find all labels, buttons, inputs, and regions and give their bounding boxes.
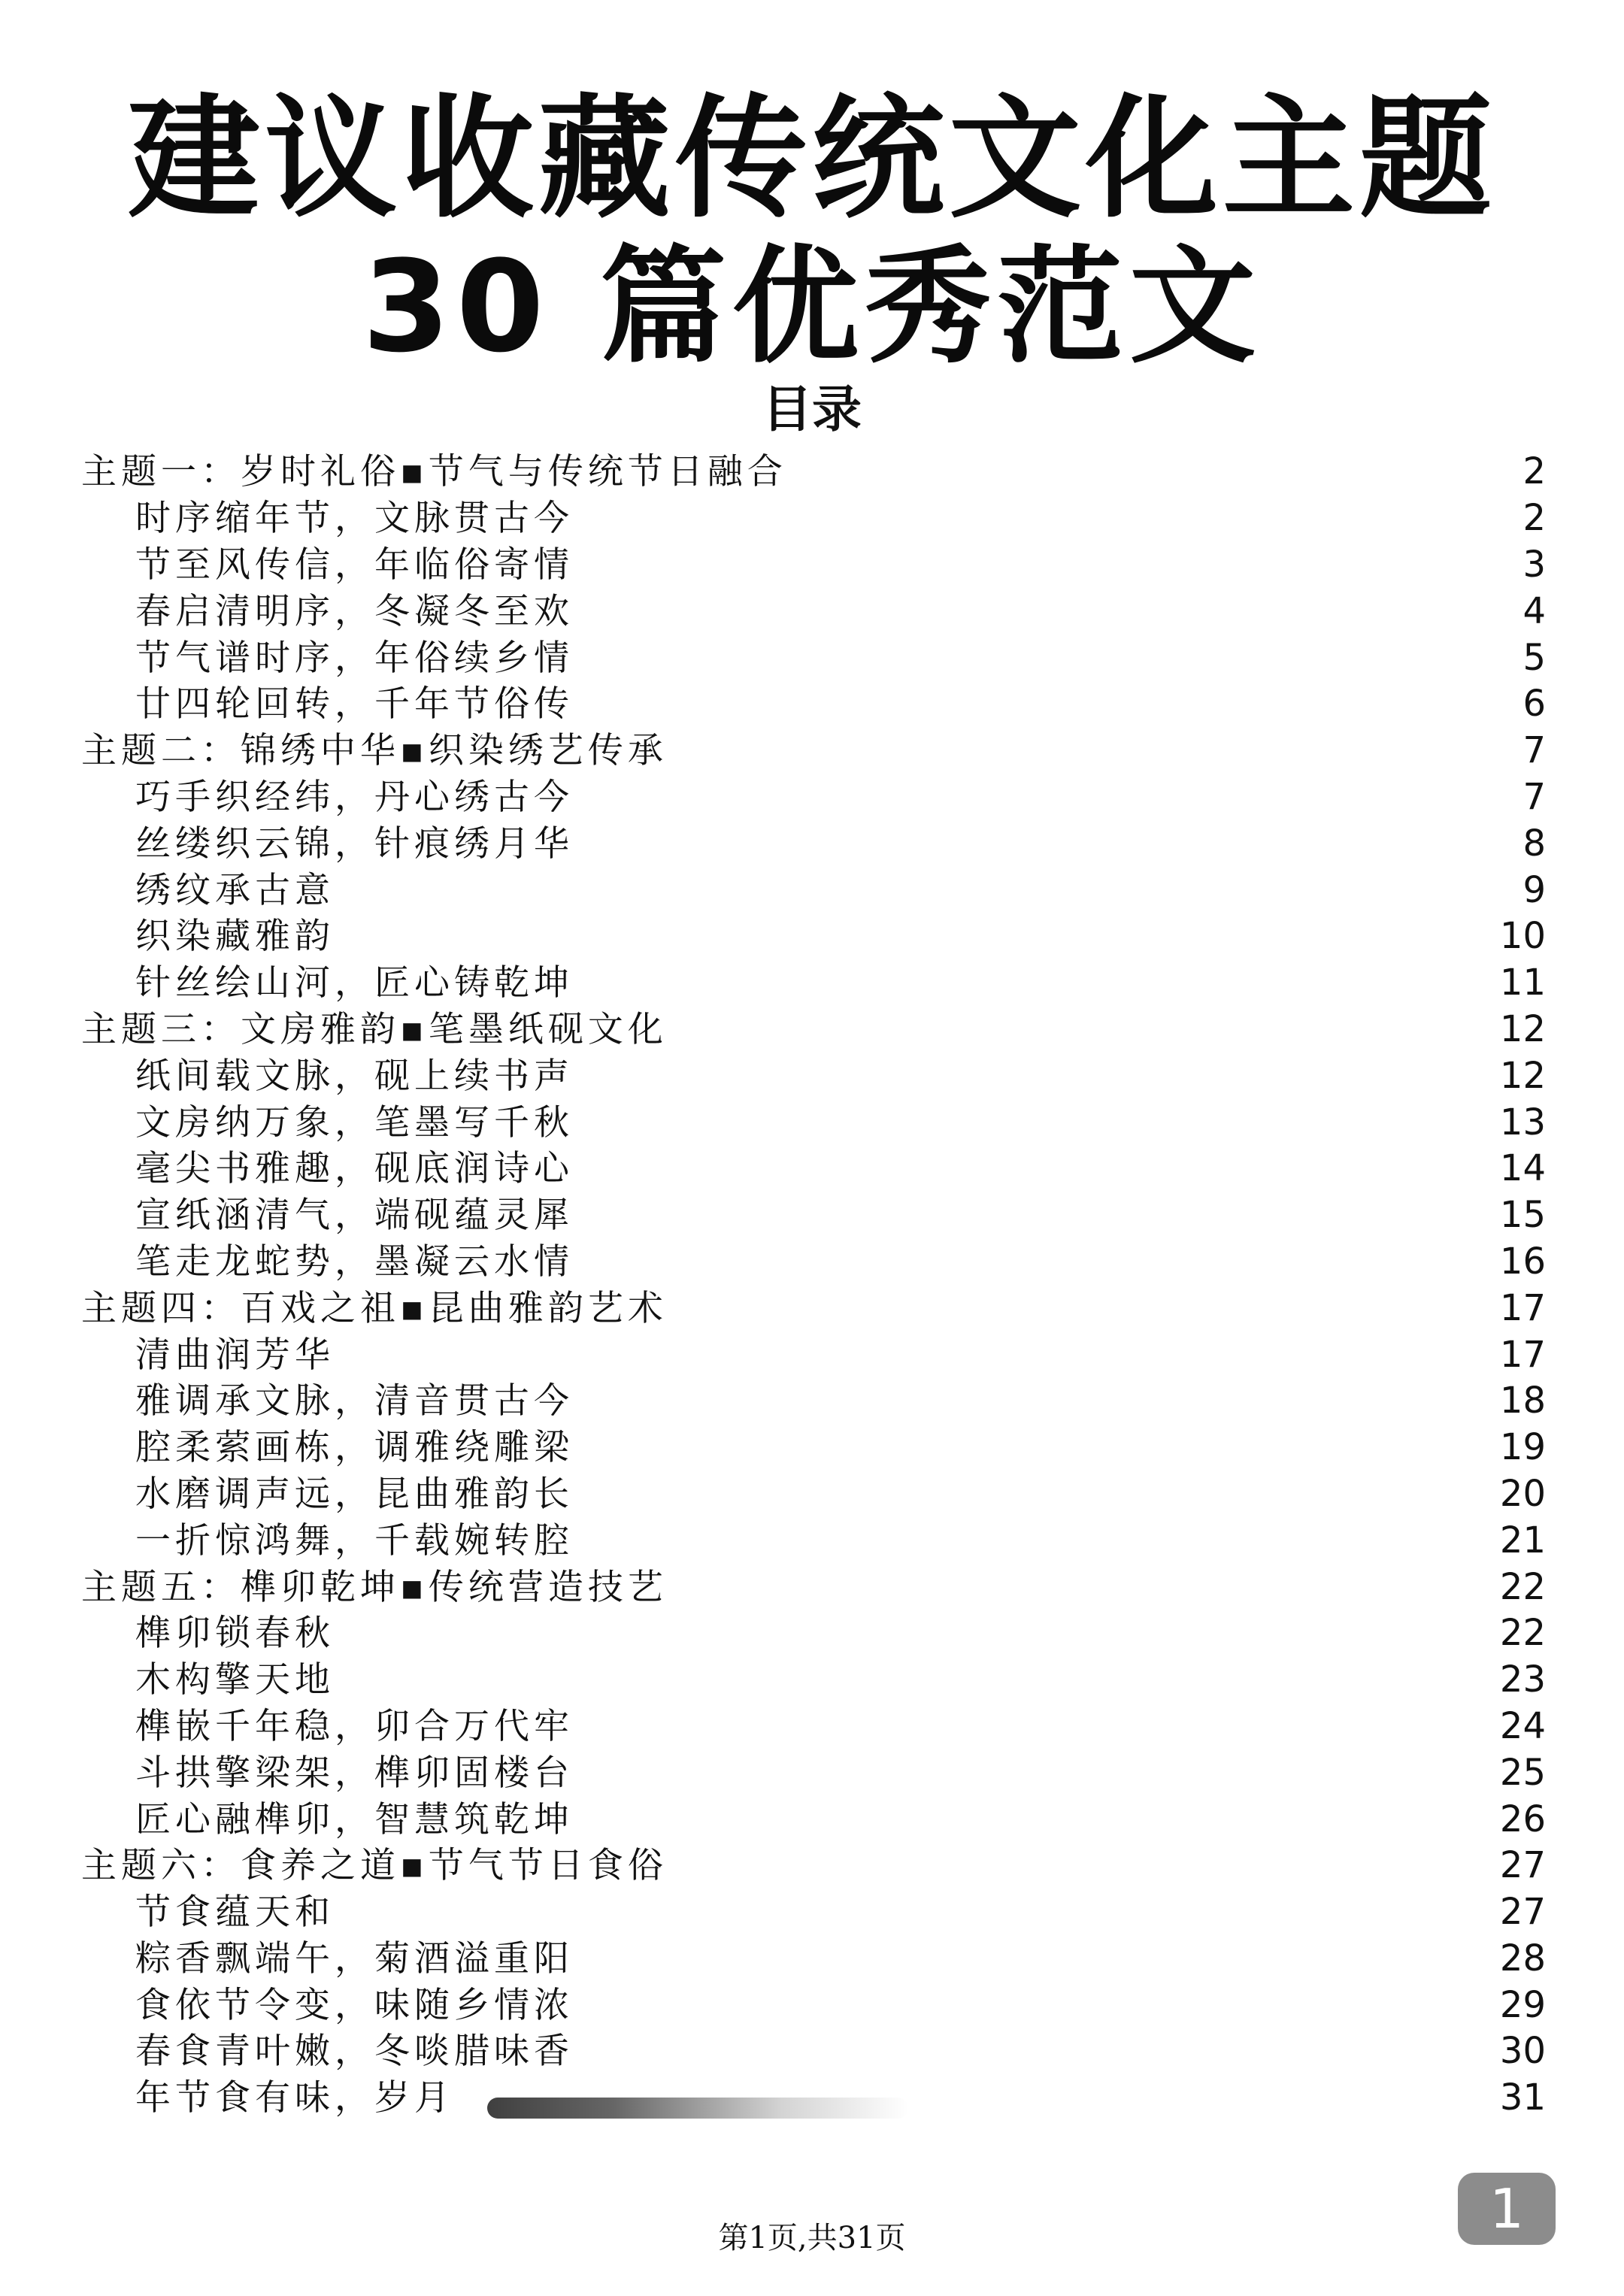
dot-leader [584,1471,1483,1518]
toc-entry[interactable] [81,867,1546,913]
dot-leader [584,1425,1483,1471]
toc-entry-title: 水磨调声远，昆曲雅韵长 [135,1473,574,1515]
dot-leader [584,1982,1483,2028]
toc-entry-page-number: 20 [1499,1472,1546,1515]
dot-leader [678,1564,1483,1610]
table-of-contents [81,449,1546,2122]
toc-entry[interactable] [81,1099,1546,1146]
dot-leader [584,542,1483,589]
toc-entry-page-number: 31 [1499,2076,1546,2119]
toc-entry-title: 廿四轮回转，千年节俗传 [135,683,574,725]
toc-entry-title: 雅调承文脉，清音贯古今 [135,1380,574,1422]
toc-entry-title: 纸间载文脉，砚上续书声 [135,1055,574,1097]
toc-entry-page-number: 15 [1499,1194,1546,1237]
toc-entry-title: 主题四：百戏之祖▪昆曲雅韵艺术 [81,1287,668,1329]
dot-leader [345,1889,1483,1936]
dot-leader [345,1657,1483,1704]
toc-entry-page-number: 27 [1499,1891,1546,1934]
toc-entry-page-number: 14 [1499,1147,1546,1190]
dot-leader [584,1704,1483,1750]
toc-entry-title: 文房纳万象，笔墨写千秋 [135,1101,574,1143]
document-title-line-2: 30 篇优秀范文 [362,233,1262,380]
toc-entry-page-number: 7 [1522,775,1546,818]
toc-entry[interactable] [81,1471,1546,1518]
dot-leader [798,449,1483,495]
toc-entry[interactable] [81,820,1546,867]
toc-entry-title: 主题二：锦绣中华▪织染绣艺传承 [81,730,668,772]
dot-leader [345,1610,1483,1657]
dot-leader [678,728,1483,774]
toc-entry[interactable] [81,1378,1546,1425]
toc-entry-page-number: 8 [1522,822,1546,865]
toc-entry-page-number: 11 [1499,962,1546,1004]
toc-entry-title: 一折惊鸿舞，千载婉转腔 [135,1519,574,1561]
dot-leader [584,820,1483,867]
dot-leader [584,2028,1483,2075]
toc-entry-title: 斗拱擎梁架，榫卯固楼台 [135,1752,574,1794]
toc-entry[interactable] [81,1982,1546,2028]
toc-entry-page-number: 9 [1522,868,1546,911]
toc-entry[interactable] [81,542,1546,589]
toc-section-entry[interactable] [81,1007,1546,1053]
dot-leader [345,913,1483,960]
toc-entry[interactable] [81,1239,1546,1286]
toc-entry-page-number: 6 [1522,683,1546,725]
dot-leader [584,1749,1483,1796]
redaction-smear [487,2098,908,2119]
toc-entry-title: 丝缕织云锦，针痕绣月华 [135,822,574,865]
toc-entry-title: 春食青叶嫩，冬啖腊味香 [135,2031,574,2073]
toc-entry[interactable] [81,2028,1546,2075]
toc-entry-page-number: 12 [1499,1007,1546,1050]
toc-heading: 目录 [762,380,862,438]
toc-entry-title: 节食蕴天和 [135,1892,335,1934]
toc-entry-page-number: 2 [1522,450,1546,493]
dot-leader [584,681,1483,728]
dot-leader [345,867,1483,913]
toc-entry[interactable] [81,960,1546,1007]
toc-entry-page-number: 26 [1499,1798,1546,1840]
toc-entry[interactable] [81,1936,1546,1982]
dot-leader [584,1517,1483,1564]
toc-entry[interactable] [81,913,1546,960]
toc-entry-page-number: 17 [1499,1333,1546,1376]
toc-entry-title: 腔柔萦画栋，调雅绕雕梁 [135,1427,574,1469]
toc-entry-title: 主题六：食养之道▪节气节日食俗 [81,1845,668,1887]
toc-entry-title: 春启清明序，冬凝冬至欢 [135,590,574,632]
toc-section-entry[interactable] [81,1285,1546,1331]
dot-leader [678,1007,1483,1053]
dot-leader [584,1053,1483,1099]
toc-entry[interactable] [81,1053,1546,1099]
toc-entry[interactable] [81,1889,1546,1936]
dot-leader [584,495,1483,542]
toc-entry[interactable] [81,1517,1546,1564]
toc-entry[interactable] [81,588,1546,635]
toc-entry[interactable] [81,1425,1546,1471]
toc-entry[interactable] [81,495,1546,542]
toc-entry-page-number: 23 [1499,1658,1546,1701]
toc-entry-title: 主题一：岁时礼俗▪节气与传统节日融合 [81,451,787,493]
document-title-line-1: 建议收藏传统文化主题 [127,82,1496,236]
dot-leader [678,1285,1483,1331]
toc-entry[interactable] [81,1657,1546,1704]
toc-entry-title: 宣纸涵清气，端砚蕴灵犀 [135,1195,574,1237]
toc-entry[interactable] [81,635,1546,681]
toc-entry-page-number: 7 [1522,729,1546,772]
toc-entry-page-number: 29 [1499,1983,1546,2026]
toc-entry-page-number: 27 [1499,1844,1546,1887]
toc-entry[interactable] [81,1192,1546,1239]
toc-entry-page-number: 17 [1499,1286,1546,1329]
toc-entry-page-number: 4 [1522,589,1546,632]
dot-leader [345,1331,1483,1378]
dot-leader [584,1936,1483,1982]
toc-entry-page-number: 28 [1499,1937,1546,1979]
toc-entry-page-number: 30 [1499,2030,1546,2073]
toc-entry-title: 榫卯锁春秋 [135,1613,335,1655]
dot-leader [584,1796,1483,1843]
toc-entry[interactable] [81,1749,1546,1796]
toc-entry-page-number: 22 [1499,1612,1546,1655]
toc-entry-page-number: 12 [1499,1054,1546,1097]
toc-entry-title: 木构擎天地 [135,1659,335,1701]
toc-entry-title: 食依节令变，味随乡情浓 [135,1984,574,2026]
toc-entry-title: 节至风传信，年临俗寄情 [135,544,574,586]
toc-entry-page-number: 10 [1499,915,1546,958]
toc-entry-title: 年节食有味，岁月 [135,2077,454,2119]
dot-leader [584,588,1483,635]
toc-entry-title: 时序缩年节，文脉贯古今 [135,498,574,540]
toc-entry[interactable] [81,774,1546,821]
toc-entry-title: 粽香飘端午，菊酒溢重阳 [135,1937,574,1979]
toc-entry[interactable] [81,1610,1546,1657]
toc-entry[interactable] [81,1704,1546,1750]
toc-entry-page-number: 19 [1499,1426,1546,1469]
dot-leader [584,1192,1483,1239]
toc-entry-title: 榫嵌千年稳，卯合万代牢 [135,1705,574,1747]
toc-entry-title: 笔走龙蛇势，墨凝云水情 [135,1240,574,1283]
toc-entry-page-number: 3 [1522,543,1546,586]
toc-entry-page-number: 22 [1499,1565,1546,1608]
toc-section-entry[interactable] [81,1843,1546,1889]
page-footer: 第1页,共31页 [718,2221,906,2255]
dot-leader [584,774,1483,821]
toc-entry-title: 清曲润芳华 [135,1334,335,1376]
toc-entry-title: 绣纹承古意 [135,869,335,911]
toc-entry-page-number: 21 [1499,1519,1546,1561]
dot-leader [678,1843,1483,1889]
toc-entry-page-number: 5 [1522,636,1546,679]
toc-entry-page-number: 13 [1499,1101,1546,1143]
toc-entry-title: 巧手织经纬，丹心绣古今 [135,776,574,818]
dot-leader [584,1146,1483,1192]
toc-entry-title: 针丝绘山河，匠心铸乾坤 [135,962,574,1004]
toc-section-entry[interactable] [81,728,1546,774]
toc-entry[interactable] [81,1796,1546,1843]
toc-section-entry[interactable] [81,449,1546,495]
dot-leader [584,635,1483,681]
toc-entry-title: 毫尖书雅趣，砚底润诗心 [135,1148,574,1190]
dot-leader [584,1378,1483,1425]
toc-entry[interactable] [81,1331,1546,1378]
toc-entry-title: 节气谱时序，年俗续乡情 [135,637,574,679]
toc-entry-title: 织染藏雅韵 [135,916,335,958]
toc-entry-page-number: 18 [1499,1380,1546,1422]
dot-leader [584,960,1483,1007]
page-number-badge: 1 [1458,2173,1556,2245]
dot-leader [584,1239,1483,1286]
toc-entry-title: 主题五：榫卯乾坤▪传统营造技艺 [81,1566,668,1608]
toc-entry-title: 主题三：文房雅韵▪笔墨纸砚文化 [81,1008,668,1050]
toc-section-entry[interactable] [81,1564,1546,1610]
toc-entry-page-number: 2 [1522,497,1546,540]
toc-entry[interactable] [81,1146,1546,1192]
dot-leader [584,1099,1483,1146]
toc-entry[interactable] [81,681,1546,728]
toc-entry-title: 匠心融榫卯，智慧筑乾坤 [135,1798,574,1840]
toc-entry-page-number: 25 [1499,1751,1546,1794]
toc-entry-page-number: 24 [1499,1704,1546,1747]
toc-entry-page-number: 16 [1499,1240,1546,1283]
